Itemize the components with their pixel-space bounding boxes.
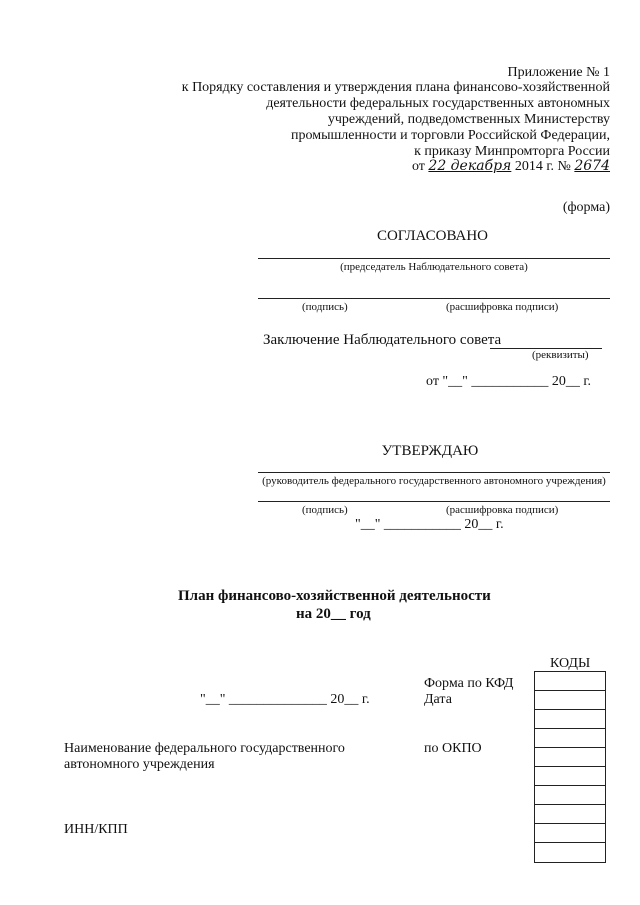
appendix-line-3: учреждений, подведомственных Министерству (327, 112, 610, 127)
decoding-caption-2: (расшифровка подписи) (446, 504, 559, 516)
handwritten-number: 2674 (574, 158, 610, 174)
signature-line-1 (258, 298, 610, 299)
head-caption: (руководитель федерального государственного автономного учреждения) (262, 475, 606, 487)
codes-header: КОДЫ (550, 656, 591, 671)
institution-label-2: автономного учреждения (64, 757, 215, 772)
details-caption: (реквизиты) (532, 349, 589, 361)
form-label: (форма) (562, 200, 610, 215)
appendix-line-1: к Порядку составления и утверждения плана финансово-хозяйственной (181, 80, 610, 95)
code-cell-date (535, 691, 605, 710)
code-cell-3 (535, 710, 605, 729)
head-line (258, 472, 610, 473)
signature-caption-2: (подпись) (302, 504, 348, 516)
code-cell-6 (535, 767, 605, 786)
appendix-date-line (412, 158, 610, 175)
conclusion-label: Заключение Наблюдательного совета (263, 332, 502, 348)
date-suffix: 2014 г. № (514, 159, 571, 174)
decoding-caption-1: (расшифровка подписи) (446, 301, 559, 313)
date-label: Дата (424, 692, 452, 707)
date-field: "__" ______________ 20__ г. (200, 692, 370, 707)
code-cell-10 (535, 843, 605, 862)
agreed-date: от "__" ___________ 20__ г. (426, 374, 592, 389)
form-kfd-label: Форма по КФД (424, 676, 514, 691)
institution-label-1: Наименование федерального государственного (64, 741, 345, 756)
chairman-line (258, 258, 610, 259)
code-cell-form (535, 672, 605, 691)
handwritten-date: 22 декабря (428, 158, 512, 174)
agreed-title: СОГЛАСОВАНО (376, 228, 489, 244)
code-cell-okpo (535, 748, 605, 767)
okpo-label: по ОКПО (424, 741, 482, 756)
code-cell-8 (535, 805, 605, 824)
appendix-line-2: деятельности федеральных государственных автономных (266, 96, 610, 111)
chairman-caption: (председатель Наблюдательного совета) (340, 261, 528, 273)
inn-kpp-label: ИНН/КПП (64, 822, 128, 837)
approve-title: УТВЕРЖДАЮ (381, 443, 479, 459)
signature-caption-1: (подпись) (302, 301, 348, 313)
codes-table (534, 671, 606, 863)
plan-year: на 20__ год (296, 606, 371, 622)
plan-title: План финансово-хозяйственной деятельности (178, 588, 491, 604)
appendix-line-4: промышленности и торговли Российской Федерации, (291, 128, 610, 143)
code-cell-7 (535, 786, 605, 805)
code-cell-9 (535, 824, 605, 843)
approve-date: "__" ___________ 20__ г. (355, 517, 504, 532)
date-prefix: от (411, 159, 425, 174)
signature-line-2 (258, 501, 610, 502)
appendix-line-5: к приказу Минпромторга России (414, 144, 610, 159)
appendix-number: Приложение № 1 (507, 65, 610, 80)
code-cell-4 (535, 729, 605, 748)
